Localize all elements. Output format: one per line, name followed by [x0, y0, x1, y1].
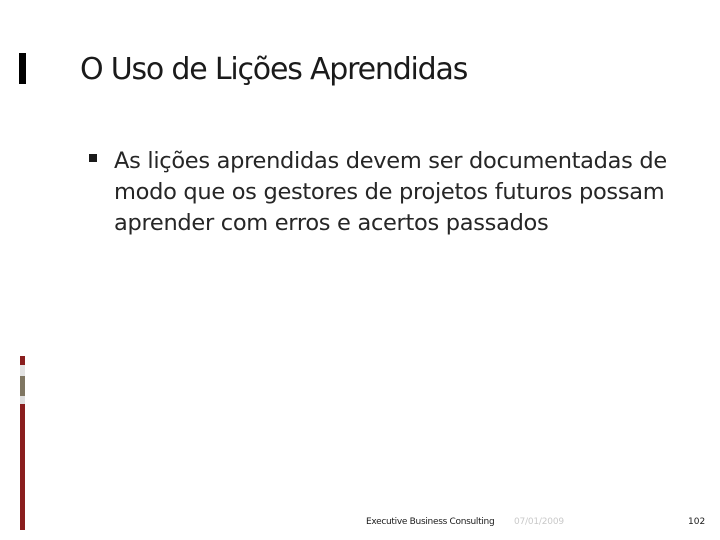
bullet-item: [89, 146, 679, 239]
square-bullet-icon: [89, 154, 97, 162]
side-accent-strip: [20, 376, 25, 396]
side-accent-strip: [20, 356, 25, 365]
side-accent-strip: [20, 404, 25, 530]
side-accent-strip: [20, 365, 25, 376]
footer-company: Executive Business Consulting: [366, 517, 495, 527]
slide-title: O Uso de Lições Aprendidas: [80, 52, 468, 87]
side-accent-strip: [20, 396, 25, 404]
footer-date: 07/01/2009: [514, 517, 564, 527]
footer-page-number: 102: [688, 517, 706, 527]
bullet-text: As lições aprendidas devem ser documentadas de modo que os gestores de projetos futuros possam aprender com erros e acertos passados: [114, 148, 667, 236]
bullet-list: [89, 146, 679, 239]
title-accent-bar: [19, 53, 26, 84]
